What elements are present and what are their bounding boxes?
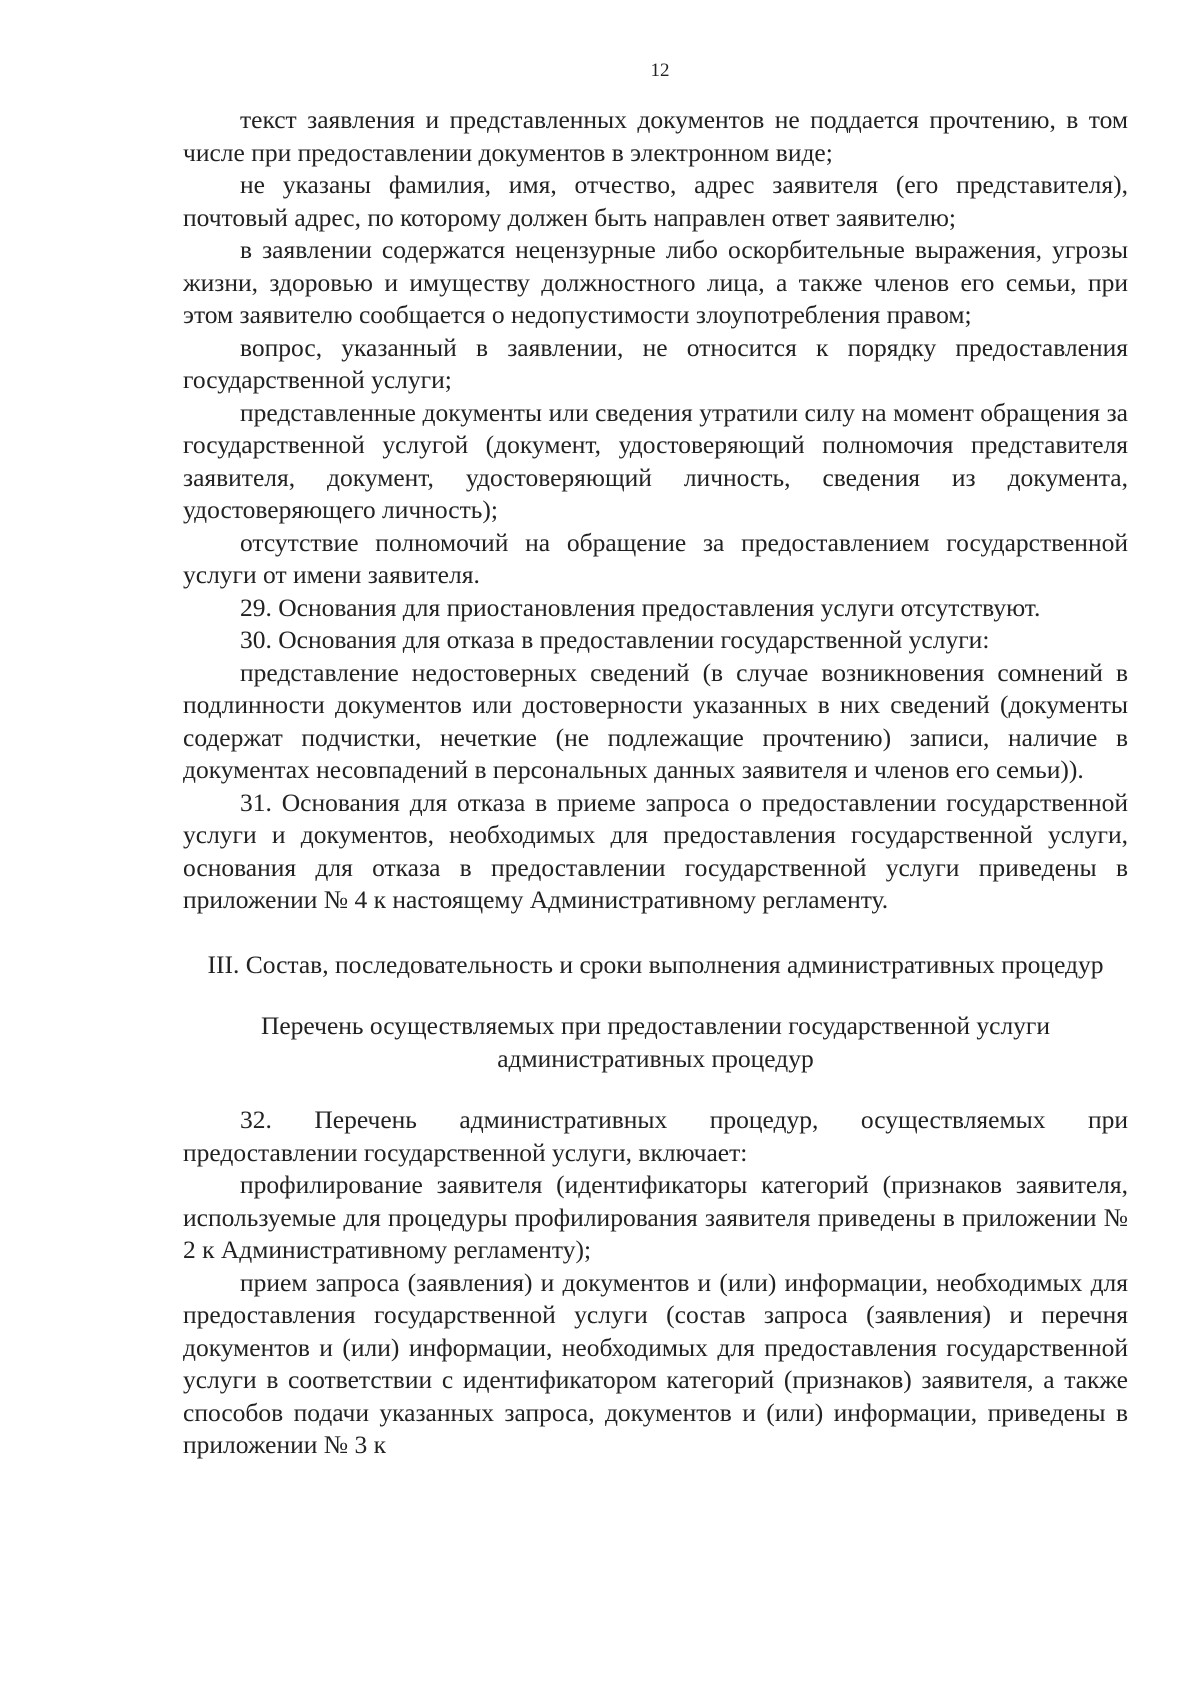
page-number: 12: [650, 60, 670, 81]
paragraph: представление недостоверных сведений (в случае возникновения сомнений в подлинности документов или достоверности указанных в них сведений (документы содержат подчистки, нечеткие (не подлежащие прочтению) записи, наличие в документах несовпадений в персональных данных заявителя и членов его семьи)).: [183, 657, 1128, 784]
paragraph: текст заявления и представленных документов не поддается прочтению, в том числе при предоставлении документов в электронном виде;: [183, 105, 1128, 167]
paragraph: прием запроса (заявления) и документов и (или) информации, необходимых для предоставления государственной услуги (состав запроса (заявления) и перечня документов и (или) информации, необходимых для предоставления государственной услуги в соответствии с идентификатором категорий (признаков) заявителя, а также способов подачи указанных запроса, документов и (или) информации, приведены в приложении № 3 к: [183, 1267, 1128, 1459]
paragraph: в заявлении содержатся нецензурные либо оскорбительные выражения, угрозы жизни, здоровью и имуществу должностного лица, а также членов его семьи, при этом заявителю сообщается о недопустимости злоупотребления правом;: [183, 235, 1128, 329]
paragraph: вопрос, указанный в заявлении, не относится к порядку предоставления государственной услуги;: [183, 332, 1128, 394]
paragraph-30: 30. Основания для отказа в предоставлении государственной услуги:: [240, 625, 990, 654]
paragraph: представленные документы или сведения утратили силу на момент обращения за государственной услугой (документ, удостоверяющий полномочия представителя заявителя, документ, удостоверяющий личность, сведения из документа, удостоверяющего личность);: [183, 397, 1128, 524]
paragraph-32: 32. Перечень административных процедур, осуществляемых при предоставлении государственной услуги, включает:: [183, 1105, 1128, 1167]
subsection-heading: Перечень осуществляемых при предоставлении государственной услуги административных процедур: [260, 1011, 1051, 1073]
paragraph-31: 31. Основания для отказа в приеме запроса о предоставлении государственной услуги и документов, необходимых для предоставления государственной услуги, основания для отказа в предоставлении государственной услуги приведены в приложении № 4 к настоящему Административному регламенту.: [183, 787, 1128, 914]
paragraph: не указаны фамилия, имя, отчество, адрес заявителя (его представителя), почтовый адрес, по которому должен быть направлен ответ заявителю;: [183, 170, 1128, 232]
document-body: [183, 104, 1128, 1462]
paragraph-29: 29. Основания для приостановления предоставления услуги отсутствуют.: [240, 592, 1041, 622]
section-heading: III. Состав, последовательность и сроки выполнения административных процедур: [207, 949, 1104, 979]
paragraph: отсутствие полномочий на обращение за предоставлением государственной услуги от имени заявителя.: [183, 527, 1128, 589]
paragraph: профилирование заявителя (идентификаторы категорий (признаков заявителя, используемые для процедуры профилирования заявителя приведены в приложении № 2 к Административному регламенту);: [183, 1170, 1128, 1264]
